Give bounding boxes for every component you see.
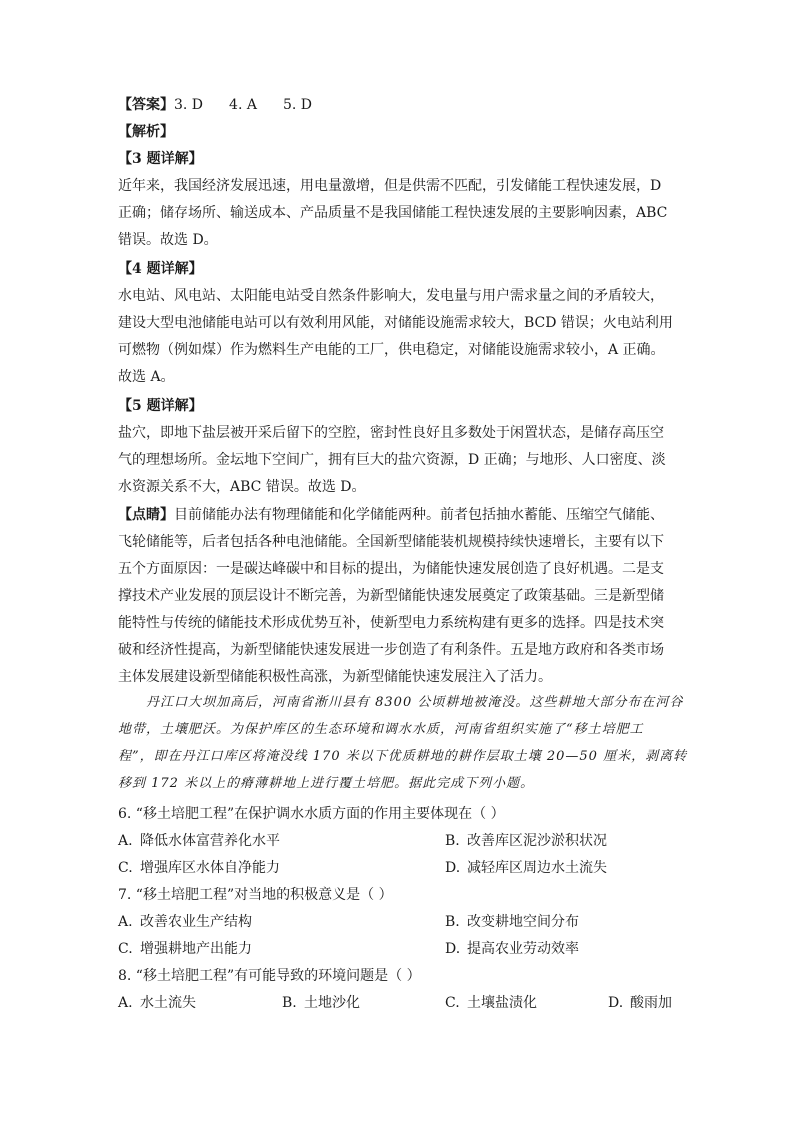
q6-option-b: B. 改善库区泥沙淤积状况 [445, 833, 607, 849]
dianjing-first-line [118, 505, 664, 525]
dianjing-label: 【点睛】 [118, 507, 174, 523]
q7-option-b: B. 改变耕地空间分布 [445, 914, 579, 930]
answer-label: 【答案】 [118, 97, 174, 113]
dianjing-line: 飞轮储能等，后者包括各种电池储能。全国新型储能装机规模持续快速增长，主要有以下 [118, 534, 664, 550]
dianjing-line: 主体发展建设新型储能积极性高涨，为新型储能快速发展注入了活力。 [118, 669, 552, 685]
q8-option-d: D. 酸雨加 [608, 995, 672, 1011]
q4-heading: 【4 题详解】 [118, 261, 203, 277]
q5-line: 气的理想场所。金坛地下空间广，拥有巨大的盐穴资源，D 正确；与地形、人口密度、淡 [118, 452, 666, 468]
question-8-stem: 8. “移土培肥工程”有可能导致的环境问题是（ ） [118, 968, 421, 984]
dianjing-line: 五个方面原因：一是碳达峰碳中和目标的提出，为储能快速发展创造了良好机遇。二是支 [118, 561, 664, 577]
q4-line: 故选 A。 [118, 369, 175, 385]
answer-4: 4. A [229, 97, 257, 113]
analysis-label: 【解析】 [118, 124, 174, 140]
q4-line: 建设大型电池储能电站可以有效利用风能，对储能设施需求较大，BCD 错误；火电站利用 [118, 315, 673, 331]
q5-line: 盐穴，即地下盐层被开采后留下的空腔，密封性良好且多数处于闲置状态，是储存高压空 [118, 425, 664, 441]
q8-option-a: A. 水土流失 [118, 995, 196, 1011]
dianjing-line: 破和经济性提高，为新型储能快速发展进一步创造了有利条件。五是地方政府和各类市场 [118, 642, 664, 658]
q7-option-d: D. 提高农业劳动效率 [445, 941, 579, 957]
q6-option-a: A. 降低水体富营养化水平 [118, 833, 280, 849]
question-7-stem: 7. “移土培肥工程”对当地的积极意义是（ ） [118, 887, 393, 903]
passage-line: 地带，土壤肥沃。为保护库区的生态环境和调水水质，河南省组织实施了“移土培肥工 [118, 722, 644, 737]
q8-option-c: C. 土壤盐渍化 [445, 995, 537, 1011]
q4-line: 水电站、风电站、太阳能电站受自然条件影响大，发电量与用户需求量之间的矛盾较大， [118, 288, 664, 304]
passage-line: 程”，即在丹江口库区将淹没线 170 米以下优质耕地的耕作层取土壤 20—50 厘米，剥离转 [118, 749, 688, 764]
q7-option-a: A. 改善农业生产结构 [118, 914, 252, 930]
q7-option-c: C. 增强耕地产出能力 [118, 941, 252, 957]
answer-3: 3. D [174, 97, 204, 113]
dianjing-line: 撑技术产业发展的顶层设计不断完善，为新型储能快速发展奠定了政策基础。三是新型储 [118, 588, 664, 604]
question-6-stem: 6. “移土培肥工程”在保护调水水质方面的作用主要体现在（ ） [118, 806, 505, 822]
passage-line: 移到 172 米以上的瘠薄耕地上进行覆土培肥。据此完成下列小题。 [118, 776, 535, 791]
q8-option-b: B. 土地沙化 [282, 995, 360, 1011]
q3-heading: 【3 题详解】 [118, 151, 203, 167]
dianjing-text: 目前储能办法有物理储能和化学储能两种。前者包括抽水蓄能、压缩空气储能、 [174, 507, 664, 523]
q3-line: 错误。故选 D。 [118, 232, 218, 248]
q3-line: 近年来，我国经济发展迅速，用电量激增，但是供需不匹配，引发储能工程快速发展，D [118, 178, 662, 194]
passage-line: 丹江口大坝加高后，河南省淅川县有 8300 公顷耕地被淹没。这些耕地大部分布在河谷 [146, 695, 684, 710]
q4-line: 可燃物（例如煤）作为燃料生产电能的工厂，供电稳定，对储能设施需求较小，A 正确。 [118, 342, 665, 358]
dianjing-line: 能特性与传统的储能技术形成优势互补，使新型电力系统构建有更多的选择。四是技术突 [118, 615, 664, 631]
q6-option-c: C. 增强库区水体自净能力 [118, 860, 280, 876]
answer-line [118, 95, 312, 115]
answer-5: 5. D [282, 97, 313, 113]
q5-line: 水资源关系不大，ABC 错误。故选 D。 [118, 479, 366, 495]
q3-line: 正确；储存场所、输送成本、产品质量不是我国储能工程快速发展的主要影响因素，ABC [118, 205, 668, 221]
q6-option-d: D. 减轻库区周边水土流失 [445, 860, 607, 876]
q5-heading: 【5 题详解】 [118, 398, 203, 414]
